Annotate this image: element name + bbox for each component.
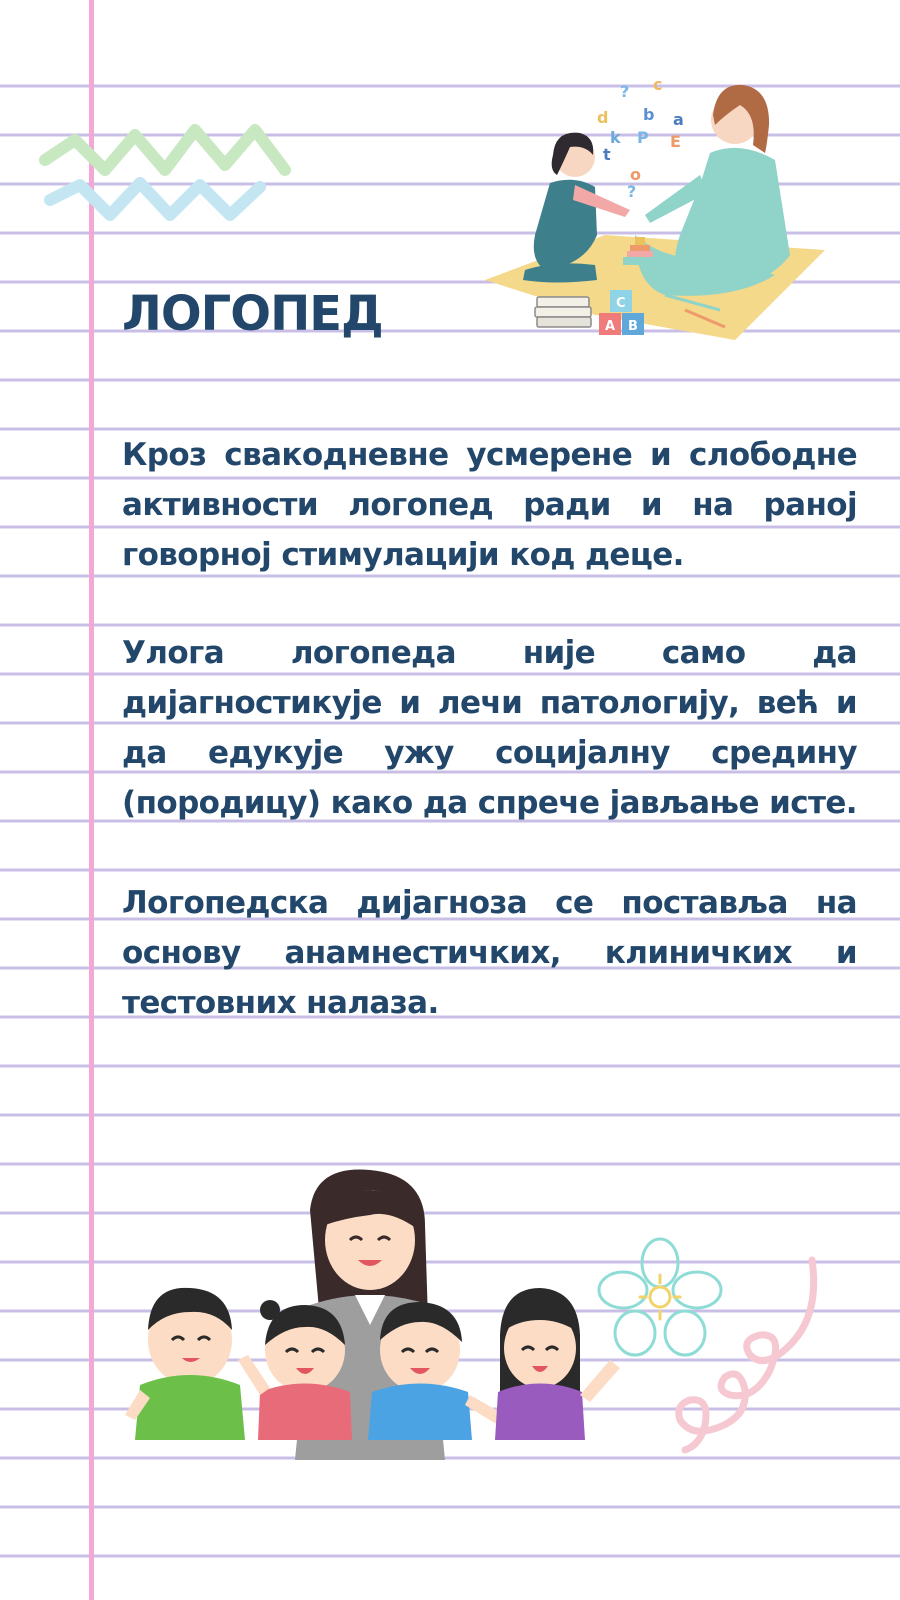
letter-o: o	[630, 165, 641, 184]
letter-c: c	[653, 75, 663, 94]
block-letter-a: A	[605, 319, 616, 334]
paragraph-1: Кроз свакодневне усмерене и слободне активности логопед ради и на раној говорној стимулацији код деце.	[122, 437, 857, 573]
squiggle-doodle-icon	[670, 1255, 830, 1455]
block-letter-c: C	[616, 296, 626, 311]
teacher-children-illustration-icon	[120, 1170, 640, 1470]
letter-p: P	[637, 128, 649, 147]
letter-b: b	[643, 105, 655, 124]
letter-e: E	[670, 132, 681, 151]
zigzag-decoration-icon	[40, 115, 300, 235]
letter-t: t	[603, 145, 611, 164]
letter-a: a	[673, 110, 684, 129]
margin-line	[89, 0, 94, 1600]
paragraph-2: Улога логопеда није само да дијагностикује и лечи патологију, већ и да едукује ужу социјалну средину (породицу) како да спрече јављање исте.	[122, 635, 857, 821]
letter-k: k	[610, 128, 621, 147]
letter-q1: ?	[620, 82, 630, 101]
paragraph-3: Логопедска дијагноза се поставља на основу анамнестичких, клиничких и тестовних налаза.	[122, 885, 857, 1021]
speech-therapy-illustration-icon	[485, 75, 845, 350]
page-title: ЛОГОПЕД	[122, 286, 383, 342]
block-letter-b: B	[628, 319, 638, 334]
letter-d: d	[597, 108, 609, 127]
letter-q2: ?	[627, 182, 637, 201]
